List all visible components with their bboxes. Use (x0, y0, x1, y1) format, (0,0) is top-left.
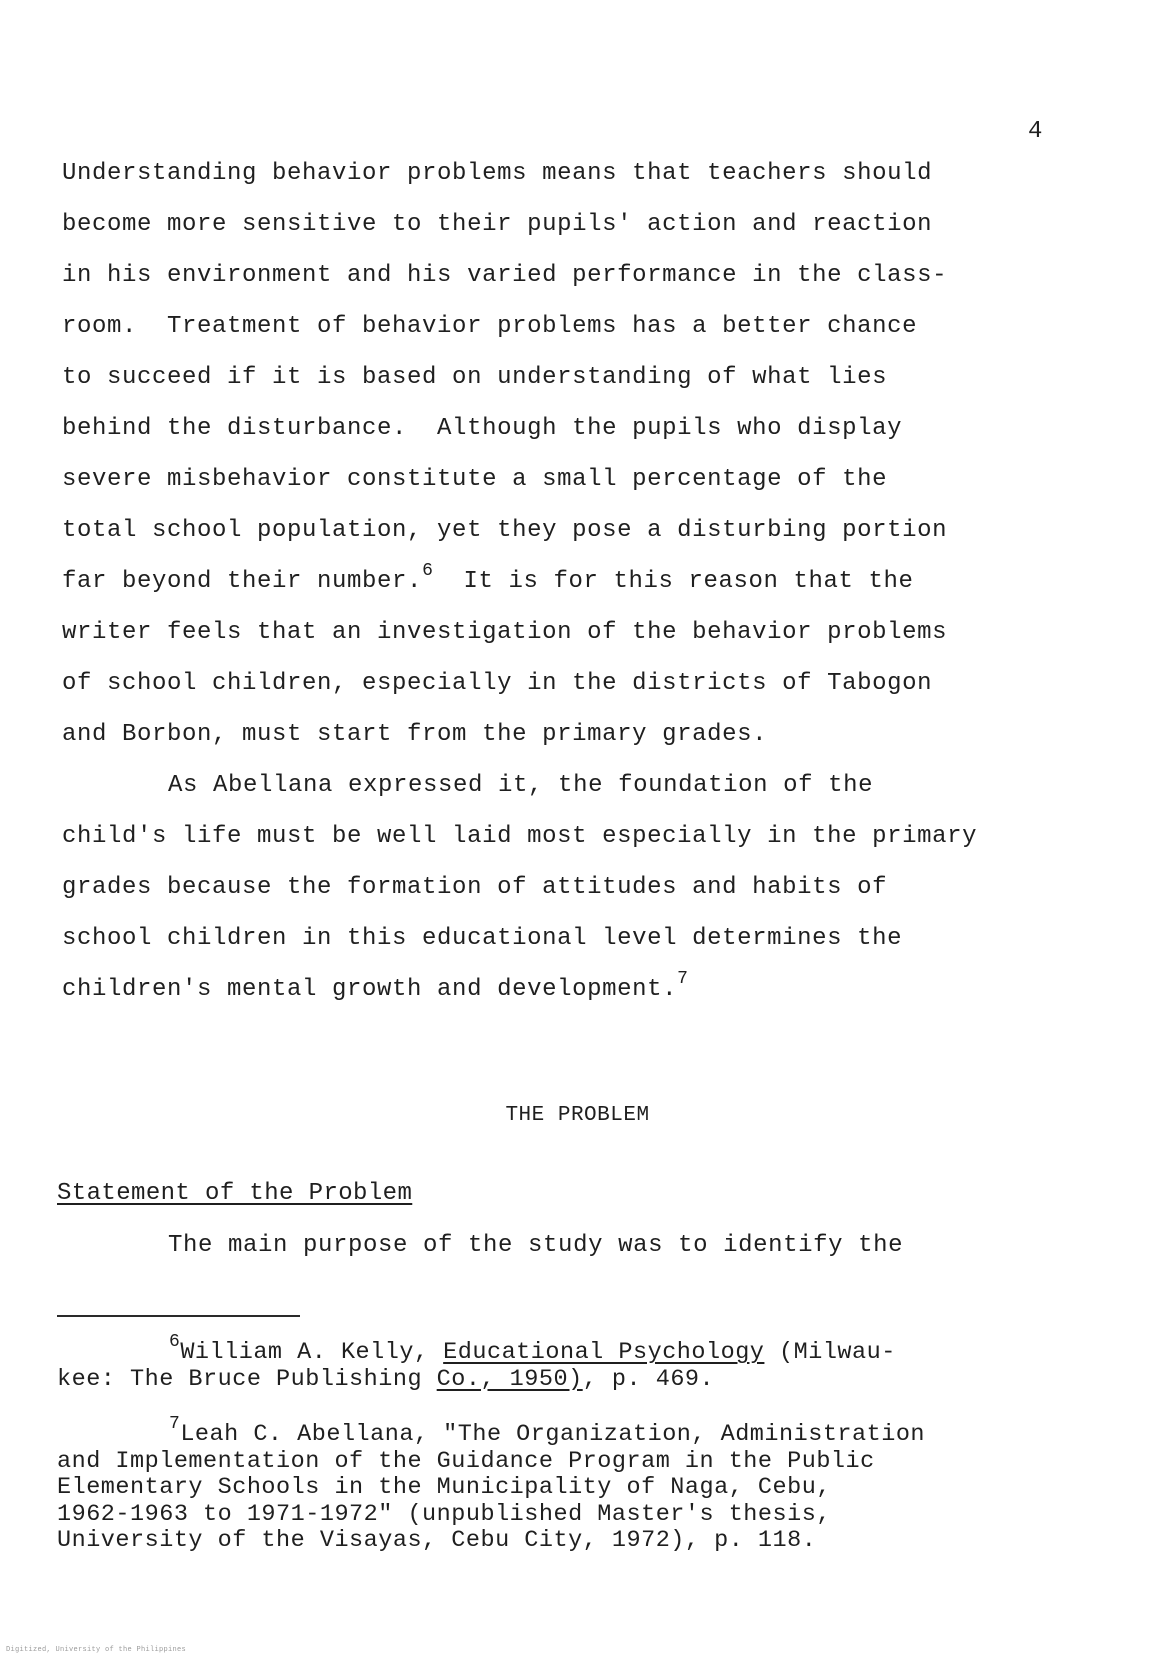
page-number: 4 (1028, 118, 1043, 145)
footnote-rule (57, 1315, 300, 1317)
footnote-ref-7: 7 (677, 969, 689, 989)
footnote-6 (57, 1332, 896, 1393)
body-line-6: behind the disturbance. Although the pupils who display (62, 415, 903, 442)
footnote-7-line4: 1962-1963 to 1971-1972" (unpublished Master's thesis, (57, 1500, 831, 1528)
footnote-6-author: William A. Kelly, (180, 1339, 444, 1366)
section-heading: THE PROBLEM (505, 1104, 650, 1127)
footnote-6-line2b: Co., 1950) (436, 1365, 583, 1393)
body-line-10: writer feels that an investigation of the behavior problems (62, 619, 948, 646)
subheading: Statement of the Problem (57, 1180, 413, 1207)
body-line-3: in his environment and his varied performance in the class- (62, 262, 948, 289)
footnote-7-line5: University of the Visayas, Cebu City, 1972), p. 118. (57, 1527, 817, 1554)
body-line-9-text: far beyond their number. (62, 568, 423, 595)
footnote-6-num: 6 (169, 1332, 181, 1352)
body-line-9-rest: It is for this reason that the (433, 568, 914, 595)
body-line-12: and Borbon, must start from the primary grades. (62, 721, 768, 748)
para3-line-1: The main purpose of the study was to identify the (168, 1232, 904, 1259)
footnote-7 (57, 1414, 926, 1555)
footnote-7-num: 7 (169, 1414, 181, 1434)
para2-line-5-text: children's mental growth and development. (62, 976, 678, 1003)
para2-line-1: As Abellana expressed it, the foundation of the (168, 772, 874, 799)
para2-line-2: child's life must be well laid most especially in the primary (62, 823, 978, 850)
footnote-7-line3: Elementary Schools in the Municipality of Naga, Cebu, (57, 1474, 831, 1501)
para2-line-5 (62, 969, 689, 1003)
footnote-6-line2c: , p. 469. (582, 1365, 715, 1393)
footnote-6-line2a: kee: The Bruce Publishing (57, 1365, 437, 1393)
footnote-7-line2: and Implementation of the Guidance Program in the Public (57, 1447, 875, 1475)
footnote-7-line1: Leah C. Abellana, "The Organization, Administration (180, 1421, 926, 1448)
footnote-6-rest: (Milwau- (764, 1339, 896, 1366)
para2-line-4: school children in this educational level determines the (62, 925, 903, 952)
footer-stamp: Digitized, University of the Philippines (6, 1646, 187, 1654)
footnote-ref-6: 6 (422, 561, 434, 581)
body-line-2: become more sensitive to their pupils' action and reaction (62, 211, 933, 238)
footnote-6-title: Educational Psychology (443, 1339, 765, 1366)
body-line-7: severe misbehavior constitute a small percentage of the (62, 466, 888, 493)
body-line-1: Understanding behavior problems means that teachers should (62, 160, 933, 187)
body-line-11: of school children, especially in the districts of Tabogon (62, 670, 933, 697)
body-line-4: room. Treatment of behavior problems has a better chance (62, 313, 918, 340)
body-line-8: total school population, yet they pose a disturbing portion (62, 517, 948, 544)
para2-line-3: grades because the formation of attitudes and habits of (62, 874, 888, 901)
body-line-5: to succeed if it is based on understanding of what lies (62, 364, 888, 391)
body-line-9 (62, 561, 914, 595)
